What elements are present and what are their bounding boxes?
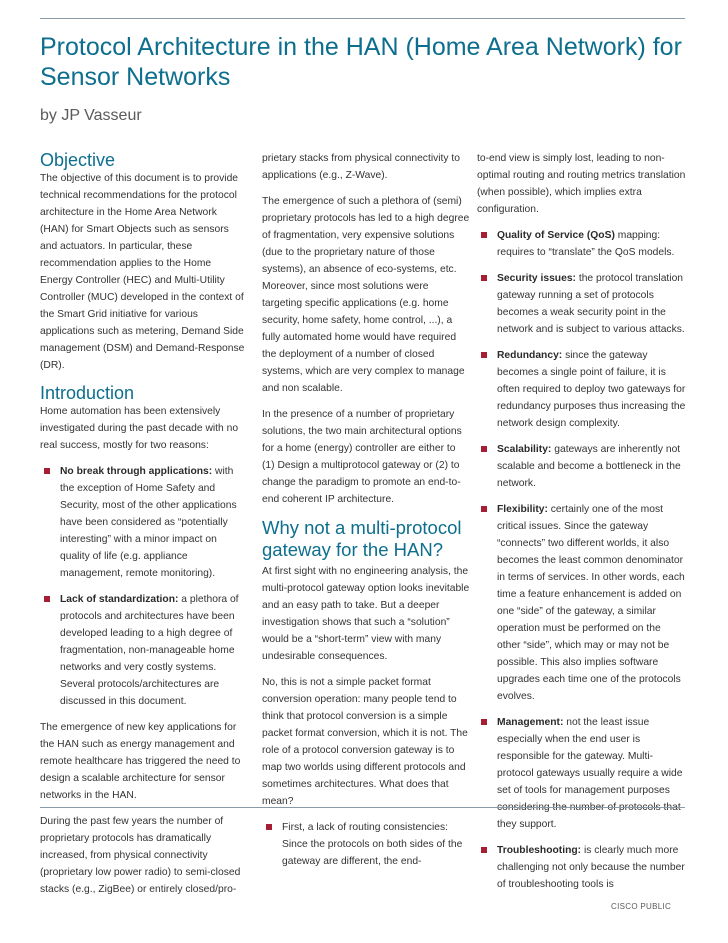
- objective-paragraph: The objective of this document is to provide technical recommendations for the protocol architecture in the Home Area Network (HAN) for Smart Objects such as sensors and actuators. In particular, these recommendation applies to the Home Energy Controller (HEC) and Multi-Utility Controller (MUC) developed in the context of the Smart Grid initiative for various applications such as metering, Demand Side management (DSM) and Demand-Response (DR).: [40, 173, 245, 371]
- introduction-heading: Introduction: [40, 383, 135, 403]
- list-item-text: First, a lack of routing consistencies: Since the protocols on both sides of the gateway are different, the end-: [282, 822, 463, 867]
- list-item-text: since the gateway becomes a single point of failure, it is often required to deploy two gateways for redundancy purposes thus increasing the network design complexity.: [497, 350, 686, 429]
- reasons-list: [40, 463, 246, 710]
- emergence-paragraph: The emergence of new key applications for the HAN such as energy management and remote healthcare has triggered the need to design a scalable architecture for sensor networks in the HAN.: [40, 722, 241, 801]
- list-item: [40, 591, 246, 710]
- list-item: [40, 463, 246, 582]
- bullet-square-icon: [481, 232, 487, 238]
- first-sight-paragraph: At first sight with no engineering analysis, the multi-protocol gateway option looks inevitable and an easy path to take. But a deeper investigation shows that such a “solution” would be a “short-term” view with many undesirable consequences.: [262, 566, 470, 662]
- list-item: [262, 819, 470, 870]
- list-item-lead: Quality of Service (QoS): [497, 230, 615, 241]
- bullet-square-icon: [481, 275, 487, 281]
- list-item-lead: Scalability:: [497, 444, 552, 455]
- list-item: [477, 227, 687, 261]
- continued-paragraph: prietary stacks from physical connectivity to applications (e.g., Z-Wave).: [262, 153, 460, 181]
- list-item-lead: Troubleshooting:: [497, 845, 582, 856]
- list-item-text: certainly one of the most critical issues. Since the gateway “connects” two different worlds, it also becomes the least common denominator in terms of services. In other words, each time a feature enhancement is added on one “side” of the gateway, a similar operation must be performed on the other “side”, which may or may not be possible. This also implies software upgrades each time one of the protocols evolves.: [497, 504, 685, 702]
- document-title: Protocol Architecture in the HAN (Home Area Network) for Sensor Networks: [40, 33, 682, 91]
- objective-heading: Objective: [40, 150, 116, 170]
- consequences-list: [262, 819, 470, 870]
- list-item: [477, 270, 687, 338]
- bullet-square-icon: [481, 506, 487, 512]
- column-left: [40, 150, 246, 907]
- gateway-heading: Why not a multi-protocol gateway for the HAN?: [262, 517, 462, 560]
- top-rule: [40, 18, 685, 19]
- list-item-text: gateways are inherently not scalable and become a bottleneck in the network.: [497, 444, 681, 489]
- bullet-square-icon: [44, 596, 50, 602]
- list-item-lead: Management:: [497, 717, 564, 728]
- list-item-lead: Flexibility:: [497, 504, 548, 515]
- list-item-text: mapping: requires to “translate” the QoS models.: [497, 230, 675, 258]
- list-item: [477, 501, 687, 705]
- list-item-text: not the least issue especially when the end user is responsible for the gateway. Multi-protocol gateways usually require a wide set of tools for management purposes they support.: [497, 717, 683, 830]
- bullet-square-icon: [481, 446, 487, 452]
- bullet-square-icon: [266, 824, 272, 830]
- bullet-square-icon: [481, 352, 487, 358]
- list-item-text: a plethora of protocols and architectures have been developed leading to a high degree of fragmentation, non-manageable home networks and very costly systems. Several protocols/architectures are discussed in this document.: [60, 594, 239, 707]
- list-item-lead: Security issues:: [497, 273, 576, 284]
- column-middle: [262, 150, 470, 879]
- plethora-paragraph: The emergence of such a plethora of (semi) proprietary protocols has led to a high degree of fragmentation, very expensive solutions (due to the proprietary nature of those systems), an absence of eco-systems, etc. Moreover, since most solutions were targeting specific applications (e.g. home security, home safety, home control, ...), a fully automated home would have required the deployment of a number of closed systems, which are very complex to manage and non scalable.: [262, 196, 470, 394]
- bottom-rule: [40, 807, 685, 808]
- bullet-square-icon: [44, 468, 50, 474]
- list-item: [477, 842, 687, 893]
- not-simple-paragraph: No, this is not a simple packet format conversion operation: many people tend to think that protocol conversion is a simple packet format conversion, which it is not. The role of a protocol conversion gateway is to map two worlds using different protocols and sometimes architectures. What does that mean?: [262, 677, 468, 807]
- byline: by JP Vasseur: [40, 107, 142, 124]
- column-right: [477, 150, 687, 902]
- continued-paragraph: to-end view is simply lost, leading to non-optimal routing and routing metrics translation (when possible), which implies extra configuration.: [477, 153, 686, 215]
- issues-list: [477, 227, 687, 893]
- bullet-square-icon: [481, 719, 487, 725]
- bullet-square-icon: [481, 847, 487, 853]
- list-item-text: with the exception of Home Safety and Security, most of the other applications have been considered as “potentially interesting” with a minor impact on quality of life (e.g. appliance management, remote monitoring).: [60, 466, 237, 579]
- list-item-lead: Redundancy:: [497, 350, 563, 361]
- list-item-lead: Lack of standardization:: [60, 594, 179, 605]
- list-item-lead: No break through applications:: [60, 466, 213, 477]
- list-item: [477, 347, 687, 432]
- list-item: [477, 714, 687, 833]
- list-item-text: is clearly much more challenging not only because the number of troubleshooting tools is: [497, 845, 685, 890]
- footer-classification-label: CISCO PUBLIC: [611, 902, 672, 911]
- list-item-text: the protocol translation gateway running a set of protocols becomes a weak security point in the network and is subject to various attacks.: [497, 273, 685, 335]
- proprietary-protocols-paragraph: During the past few years the number of proprietary protocols has dramatically increased, from physical connectivity (proprietary low power radio) to semi-closed stacks (e.g., ZigBee) or entirely closed/pro-: [40, 816, 241, 895]
- introduction-paragraph: Home automation has been extensively investigated during the past decade with no real success, mostly for two reasons:: [40, 406, 239, 451]
- list-item: [477, 441, 687, 492]
- options-paragraph: In the presence of a number of proprietary solutions, the two main architectural options for a home (energy) controller are either to (1) Design a multiprotocol gateway or (2) to change the paradigm to promote an end-to-end coherent IP architecture.: [262, 409, 462, 505]
